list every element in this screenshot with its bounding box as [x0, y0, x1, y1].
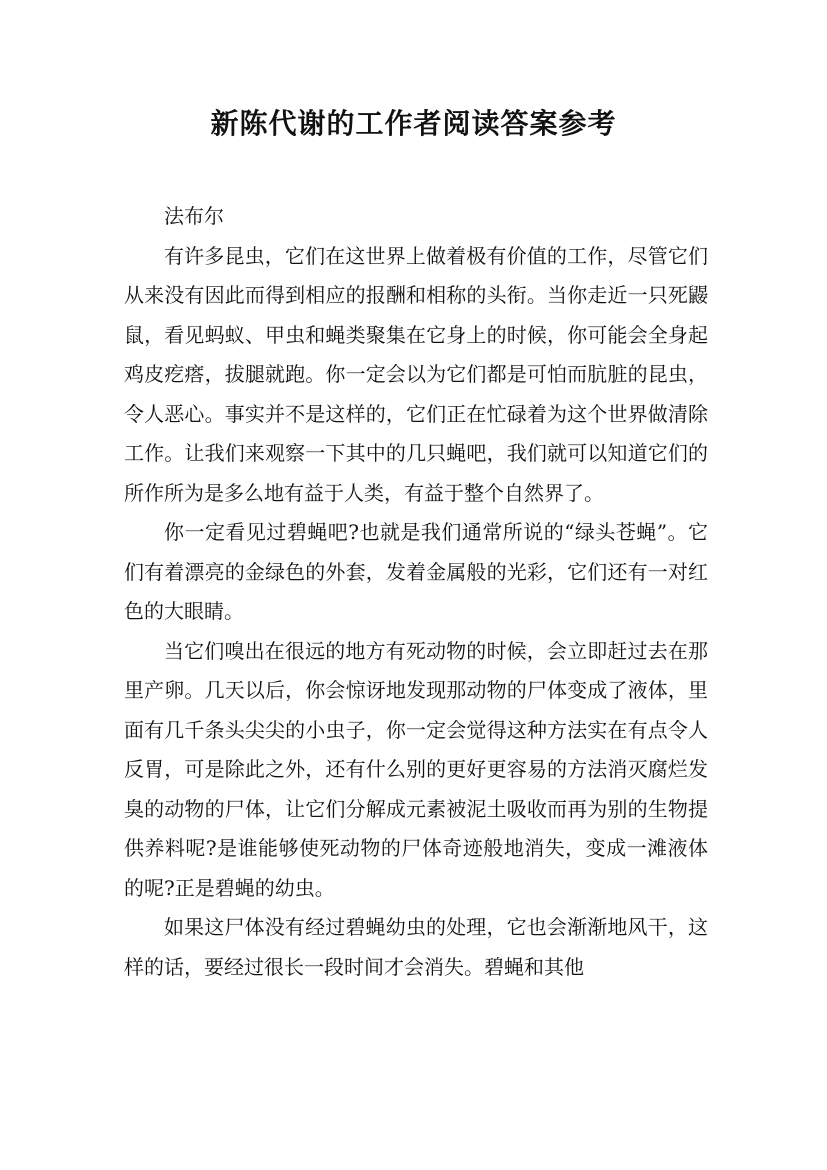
paragraph-2: 你一定看见过碧蝇吧?也就是我们通常所说的“绿头苍蝇”。它们有着漂亮的金绿色的外套，发着金属般的光彩，它们还有一对红色的大眼睛。 [124, 520, 708, 623]
paragraph-4: 如果这尸体没有经过碧蝇幼虫的处理，它也会渐渐地风干，这样的话，要经过很长一段时间才会消失。碧蝇和其他 [124, 915, 708, 979]
paragraph-3: 当它们嗅出在很远的地方有死动物的时候，会立即赶过去在那里产卵。几天以后，你会惊讶地发现那动物的尸体变成了液体，里面有几千条头尖尖的小虫子，你一定会觉得这种方法实在有点令人反胃，可是除此之外，还有什么别的更好更容易的方法消灭腐烂发臭的动物的尸体，让它们分解成元素被泥土吸收而再为别的生物提供养料呢?是谁能够使死动物的尸体奇迹般地消失，变成一滩液体的呢?正是碧蝇的幼虫。 [124, 638, 708, 900]
paragraph-1: 有许多昆虫，它们在这世界上做着极有价值的工作，尽管它们从来没有因此而得到相应的报酬和相称的头衔。当你走近一只死鼹鼠，看见蚂蚁、甲虫和蝇类聚集在它身上的时候，你可能会全身起鸡皮疙瘩，拔腿就跑。你一定会以为它们都是可怕而肮脏的昆虫，令人恶心。事实并不是这样的，它们正在忙碌着为这个世界做清除工作。让我们来观察一下其中的几只蝇吧，我们就可以知道它们的所作所为是多么地有益于人类，有益于整个自然界了。 [124, 243, 708, 505]
document-title: 新陈代谢的工作者阅读答案参考 [210, 107, 617, 140]
author-line: 法布尔 [164, 204, 224, 228]
document-body [124, 197, 708, 987]
